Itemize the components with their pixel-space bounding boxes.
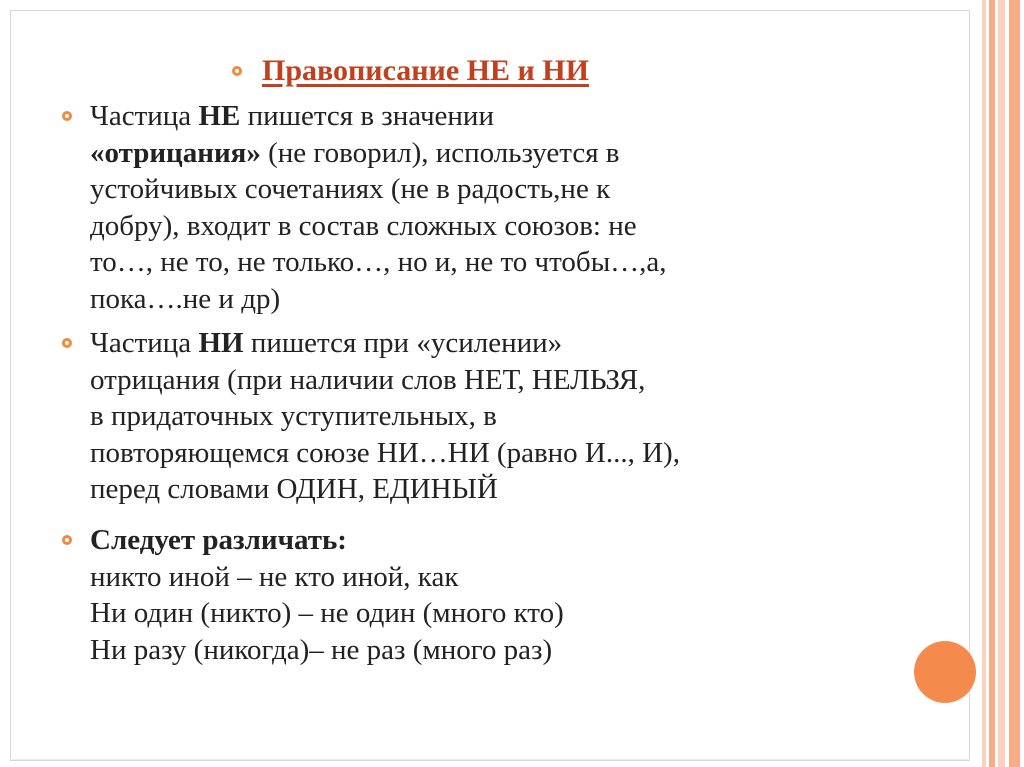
text-segment: Частица bbox=[90, 100, 199, 132]
text-segment: отрицания (при наличии слов НЕТ, НЕЛЬЗЯ, bbox=[90, 363, 646, 396]
bold-text: НЕ bbox=[198, 100, 241, 132]
orange-circle-icon bbox=[914, 641, 976, 703]
text-segment: пишется при «усилении» bbox=[243, 327, 563, 359]
text-line bbox=[90, 208, 890, 245]
text-segment: добру), входит в состав сложных союзов: не bbox=[90, 209, 637, 242]
text-segment: Частица bbox=[90, 327, 199, 359]
bold-text: НИ bbox=[198, 327, 244, 359]
text-line bbox=[90, 435, 890, 472]
right-stripe-4 bbox=[1009, 0, 1020, 767]
text-line bbox=[90, 244, 890, 281]
bold-text: «отрицания» bbox=[90, 136, 261, 169]
text-line bbox=[90, 135, 890, 172]
text-segment: Ни разу (никогда)– не раз (много раз) bbox=[90, 633, 553, 666]
text-line bbox=[90, 471, 890, 508]
text-segment: пока….не и др) bbox=[90, 282, 281, 315]
bold-text: Следует различать: bbox=[90, 524, 347, 556]
text-segment: никто иной – не кто иной, как bbox=[90, 560, 459, 593]
text-line bbox=[90, 632, 890, 669]
text-line bbox=[90, 362, 890, 399]
text-segment: устойчивых сочетаниях (не в радость,не к bbox=[90, 173, 611, 205]
bullet-item-text bbox=[90, 98, 890, 317]
circle-bullet-icon bbox=[62, 111, 72, 121]
text-segment: то…, не то, не только…, но и, не то чтобы…,а, bbox=[90, 246, 667, 278]
text-segment: Ни один (никто) – не один (много кто) bbox=[90, 597, 564, 629]
text-line bbox=[90, 522, 890, 559]
right-stripe-1 bbox=[982, 0, 986, 767]
circle-bullet-icon bbox=[62, 535, 72, 545]
text-segment: перед словами ОДИН, ЕДИНЫЙ bbox=[90, 473, 498, 505]
frame-bottom-line bbox=[10, 759, 970, 760]
text-line bbox=[90, 171, 890, 208]
text-segment: пишется в значении bbox=[240, 100, 494, 132]
text-segment: повторяющемся союзе НИ…НИ (равно И..., И), bbox=[90, 436, 680, 469]
bullet-item-text bbox=[90, 522, 890, 668]
text-line bbox=[90, 281, 890, 318]
text-line bbox=[90, 398, 890, 435]
page-title: Правописание НЕ и НИ bbox=[262, 54, 589, 87]
right-stripe-3 bbox=[998, 0, 1005, 767]
text-line bbox=[90, 98, 890, 135]
right-stripe-2 bbox=[989, 0, 995, 767]
title-line bbox=[232, 52, 589, 90]
text-line bbox=[90, 595, 890, 632]
circle-bullet-icon bbox=[232, 66, 242, 76]
text-segment: в придаточных уступительных, в bbox=[90, 400, 497, 432]
text-segment: (не говорил), используется в bbox=[260, 136, 620, 169]
bullet-item-text bbox=[90, 325, 890, 508]
text-line bbox=[90, 325, 890, 362]
circle-bullet-icon bbox=[62, 338, 72, 348]
text-line bbox=[90, 559, 890, 596]
